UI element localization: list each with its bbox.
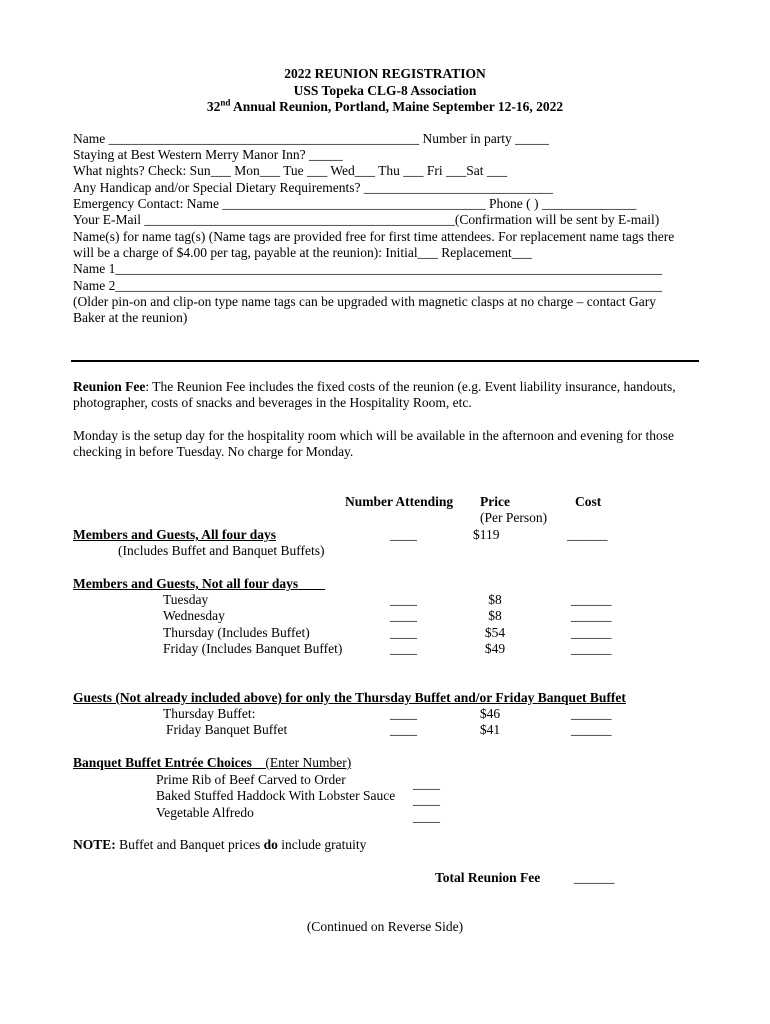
col-header-attending: Number Attending (345, 494, 454, 509)
total-fee-label: Total Reunion Fee (435, 870, 541, 885)
reunion-fee-text-2: photographer, costs of snacks and beverages in the Hospitality Room, etc. (73, 395, 472, 410)
not-all-row-price: $8 (488, 608, 502, 624)
all-four-days-blank[interactable]: ____ (390, 527, 417, 542)
entree-row-label: Prime Rib of Beef Carved to Order (156, 772, 346, 787)
nametag-initial-line[interactable]: will be a charge of $4.00 per tag, payable at the reunion): Initial___ Replacement___ (73, 245, 532, 260)
staying-field-line[interactable]: Staying at Best Western Merry Manor Inn? _____ (73, 147, 343, 162)
nametag-instructions: Name(s) for name tag(s) (Name tags are provided free for first time attendees. For replacement name tags there (73, 229, 675, 244)
gratuity-note: NOTE: Buffet and Banquet prices do include gratuity (73, 837, 367, 852)
association-name: USS Topeka CLG-8 Association (293, 83, 477, 98)
not-all-row-blank[interactable]: ____ (390, 640, 417, 656)
not-all-row-blank[interactable]: ____ (390, 608, 417, 624)
guests-row-price: $46 (479, 706, 501, 721)
col-header-cost: Cost (575, 494, 602, 509)
not-all-row-price: $54 (484, 624, 506, 640)
monday-text-1: Monday is the setup day for the hospitality room which will be available in the afternoon and evening for those (73, 428, 674, 443)
older-tags-note-1: (Older pin-on and clip-on type name tags can be upgraded with magnetic clasps at no charge – contact Gary (73, 294, 657, 309)
guests-row-label: Friday Banquet Buffet (166, 722, 288, 738)
all-four-days-title: Members and Guests, All four days (73, 527, 277, 542)
guests-row-blank[interactable]: ____ (390, 722, 417, 738)
guests-row-cost[interactable]: ______ (571, 706, 612, 721)
guests-row-cost[interactable]: ______ (571, 722, 612, 738)
not-all-row-cost[interactable]: ______ (571, 608, 612, 624)
name2-field-line[interactable]: Name 2_________________________________________________________________________________ (73, 278, 663, 293)
name1-field-line[interactable]: Name 1_________________________________________________________________________________ (73, 261, 663, 276)
guests-row-price: $41 (479, 722, 501, 738)
handicap-field-line[interactable]: Any Handicap and/or Special Dietary Requirements? ____________________________ (73, 180, 553, 195)
name-field-line[interactable]: Name ______________________________________________ Number in party _____ (73, 131, 549, 146)
not-all-row-blank[interactable]: ____ (390, 592, 417, 607)
form-title: 2022 REUNION REGISTRATION (284, 66, 486, 81)
not-all-days-title: Members and Guests, Not all four days (73, 576, 299, 591)
not-all-row-cost[interactable]: ______ (571, 624, 612, 640)
not-all-row-label: Thursday (Includes Buffet) (163, 624, 310, 640)
entree-row-blank[interactable]: ____ (413, 808, 440, 824)
all-four-days-price: $119 (473, 527, 500, 542)
total-fee-blank[interactable]: ______ (574, 870, 615, 885)
not-all-row-cost[interactable]: ______ (571, 640, 612, 656)
reunion-fee-text-1: Reunion Fee: The Reunion Fee includes the fixed costs of the reunion (e.g. Event liability insurance, handouts, (73, 379, 676, 394)
not-all-row-label: Tuesday (163, 592, 209, 607)
all-four-days-cost[interactable]: ______ (567, 527, 608, 542)
not-all-row-price: $8 (488, 592, 502, 607)
entree-row-label: Vegetable Alfredo (156, 804, 254, 820)
entree-row-blank[interactable]: ____ (413, 792, 440, 808)
not-all-row-blank[interactable]: ____ (390, 624, 417, 640)
reunion-subtitle: 32nd Annual Reunion, Portland, Maine September 12-16, 2022 (206, 97, 564, 114)
all-four-days-note: (Includes Buffet and Banquet Buffets) (118, 543, 325, 558)
continued-note: (Continued on Reverse Side) (306, 919, 464, 934)
col-header-price-sub: (Per Person) (480, 510, 548, 525)
email-field-line[interactable]: Your E-Mail ______________________________________________(Confirmation will be sent by E-mail) (73, 212, 660, 227)
older-tags-note-2: Baker at the reunion) (73, 310, 188, 325)
not-all-row-label: Friday (Includes Banquet Buffet) (163, 640, 343, 656)
section-divider (71, 360, 699, 362)
not-all-row-price: $49 (484, 640, 506, 656)
nights-field-line[interactable]: What nights? Check: Sun___ Mon___ Tue ___ Wed___ Thu ___ Fri ___Sat ___ (73, 163, 508, 178)
entree-row-label: Baked Stuffed Haddock With Lobster Sauce (156, 788, 396, 804)
col-header-price: Price (480, 494, 510, 509)
not-all-row-label: Wednesday (163, 608, 225, 624)
guests-title: Guests (Not already included above) for only the Thursday Buffet and/or Friday Banquet Buffet (73, 690, 626, 705)
entree-title: Banquet Buffet Entrée Choices (Enter Number) (73, 755, 352, 770)
guests-row-label: Thursday Buffet: (163, 706, 256, 721)
emergency-contact-line[interactable]: Emergency Contact: Name _______________________________________ Phone ( ) ______________ (73, 196, 637, 211)
not-all-row-cost[interactable]: ______ (571, 592, 612, 607)
entree-row-blank[interactable]: ____ (413, 776, 440, 791)
guests-row-blank[interactable]: ____ (390, 706, 417, 721)
monday-text-2: checking in before Tuesday. No charge for Monday. (73, 444, 354, 459)
